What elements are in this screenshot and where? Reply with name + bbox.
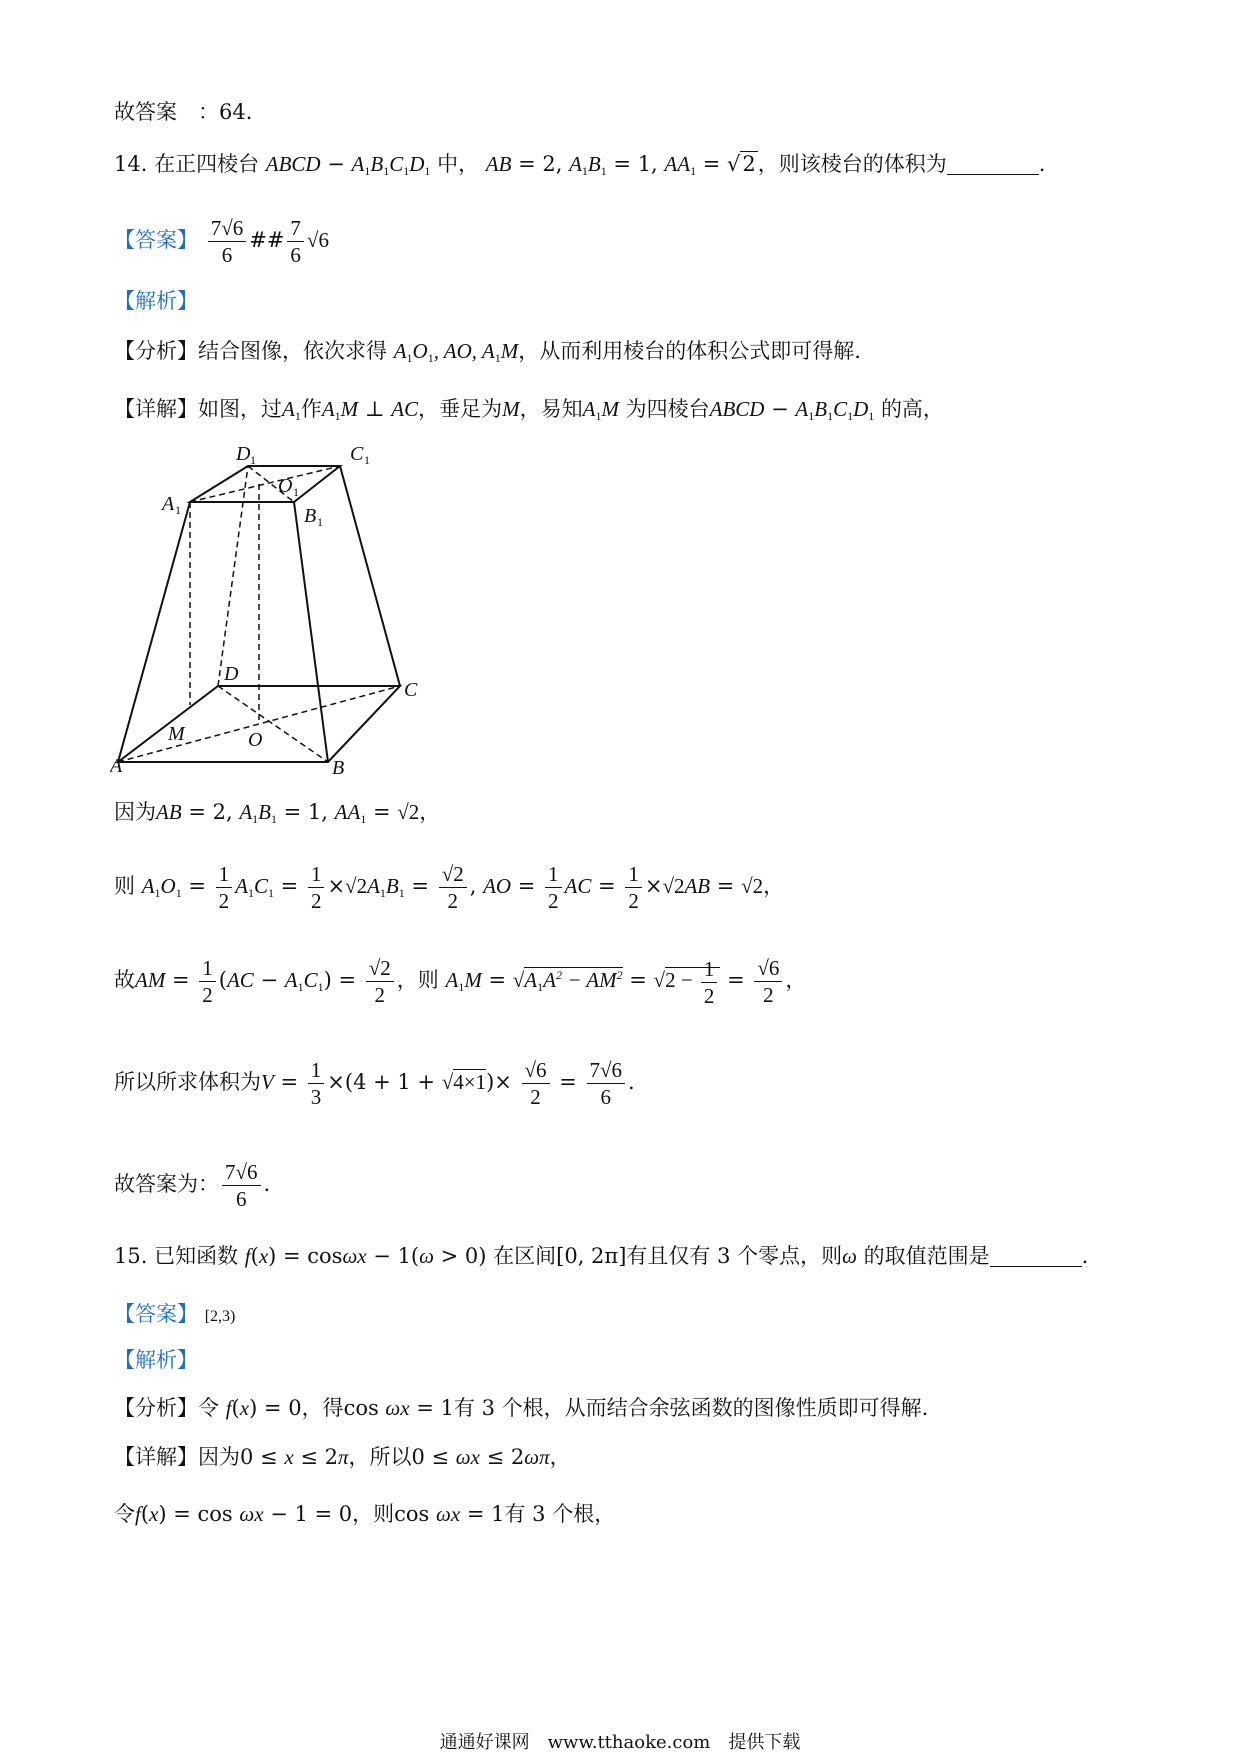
label-D1: D [236,443,251,465]
label-O1: O [278,475,293,497]
frustum-figure [110,440,480,780]
because-line: 因为AB = 2, $A_1B_1 = 1$, $AA_1 = √2$， [114,800,441,826]
svg-text:1: 1 [175,503,181,517]
svg-text:1: 1 [364,453,370,467]
jiexi-15: 【解析】 [114,1348,198,1372]
page-footer: 通通好课网 www.tthaoke.com 提供下载 [439,1732,801,1753]
answer-14: 【答案】 $\frac{7√6}{6}$ ## $\frac{7}{6}$ √6 [114,216,329,268]
question-14: 14. 在正四棱台 ABCD − $A_1B_1C_1D_1$ 中， AB = 2, $A_1B_1 = 1$, $AA_1 = √2$，则该棱台的体积为 . [114,152,1046,178]
label-O: O [248,729,263,751]
label-C: C [404,679,418,701]
volume-line: 所以所求体积为V = $\frac{1}{3}$ ×(4 + 1 + √4×1)× $\frac{√6}{2}$ = $\frac{7√6}{6}$ . [114,1058,635,1110]
answer-15: 【答案】 [2,3) [114,1302,236,1326]
xiangjie-15: 【详解】因为0 ≤ x ≤ 2π，所以0 ≤ ωx ≤ 2ωπ， [114,1445,571,1469]
then-line: 则 $A_1O_1$ = $\frac{1}{2}$ $A_1C_1$ = $\frac{1}{2}$ $\times√2A_1B_1$ = $\frac{√2}{2}$ , AO = $\frac{1}{2}$ AC = $\frac{1}{2}$ ×√2AB = √2， [114,862,785,914]
label-M: M [168,723,185,745]
answer-13: 故答案 ：64. [114,100,253,124]
svg-text:1: 1 [250,453,256,467]
svg-text:1: 1 [293,485,299,499]
svg-text:1: 1 [317,515,323,529]
label-A1: A [162,493,175,515]
jiexi-14: 【解析】 [114,289,198,313]
label-D: D [224,663,239,685]
final-answer-14: 故答案为： $\frac{7√6}{6}$ . [114,1160,271,1212]
am-line: 故AM = $\frac{1}{2}$ $(AC - A_1C_1)$ = $\frac{√2}{2}$ ，则 $A_1M = √A_1A^2 - AM^2 = √2$ − $\frac{1}{2}$ = $\frac{√6}{2}$ ， [114,956,807,1008]
label-B: B [332,757,345,779]
xiangjie-14: 【详解】如图，过$A_1$作$A_1M$ ⊥ AC，垂足为M，易知$A_1M$ 为四棱台ABCD − $A_1B_1C_1D_1$ 的高， [114,397,944,423]
fenxi-14: 【分析】结合图像，依次求得 $A_1O_1$, AO, $A_1M$，从而利用棱台的体积公式即可得解. [114,339,861,365]
ling-line: 令f(x) = cos ωx − 1 = 0，则cos ωx = 1有 3 个根， [114,1502,616,1526]
label-A: A [110,755,123,777]
fenxi-15: 【分析】令 f(x) = 0，得cos ωx = 1有 3 个根，从而结合余弦函数的图像性质即可得解. [114,1396,929,1420]
question-15: 15. 已知函数 f(x) = cosωx − 1(ω > 0) 在区间[0, 2π]有且仅有 3 个零点，则ω 的取值范围是 . [114,1244,1089,1268]
label-C1: C [350,443,364,465]
label-B1: B [304,505,317,527]
